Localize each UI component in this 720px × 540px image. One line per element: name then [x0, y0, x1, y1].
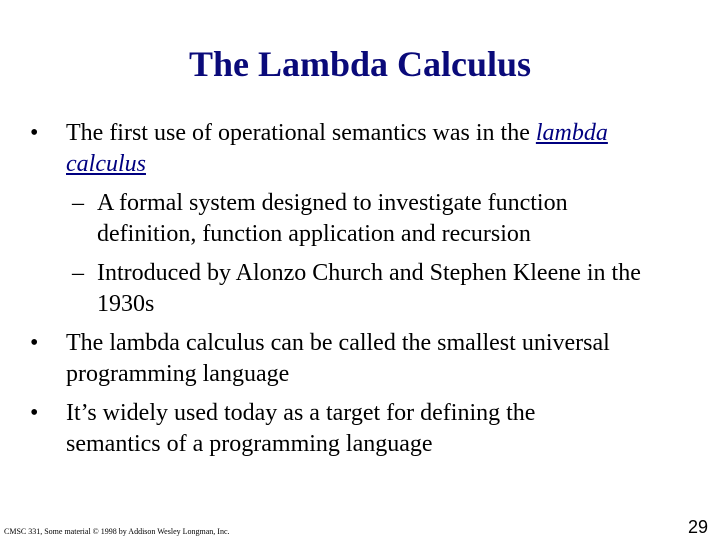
sub-bullet-item: [0, 188, 667, 250]
bullet-item: [0, 328, 626, 390]
bullet-marker: •: [30, 400, 39, 426]
sub-bullet-text: A formal system designed to investigate function definition, function application and recursion: [97, 190, 568, 247]
lambda-calculus-link[interactable]: lambda calculus: [66, 120, 608, 177]
bullet-marker: •: [30, 330, 39, 356]
bullet-marker: •: [30, 120, 39, 146]
bullet-text: The lambda calculus can be called the smallest universal programming language: [66, 330, 610, 387]
page-number: 29: [688, 517, 709, 537]
bullet-text: The first use of operational semantics was in the: [66, 120, 536, 146]
slide-content: [0, 118, 720, 460]
bullet-item: [0, 118, 626, 180]
sub-bullet-item: [0, 258, 667, 320]
bullet-text: It’s widely used today as a target for defining the semantics of a programming language: [66, 400, 536, 457]
sub-bullet-text: Introduced by Alonzo Church and Stephen Kleene in the 1930s: [97, 260, 641, 317]
copyright-footer: CMSC 331, Some material © 1998 by Addison Wesley Longman, Inc.: [4, 527, 230, 536]
slide-title: The Lambda Calculus: [188, 44, 532, 84]
dash-marker: –: [72, 190, 84, 216]
bullet-item: [0, 398, 626, 460]
dash-marker: –: [72, 260, 84, 286]
